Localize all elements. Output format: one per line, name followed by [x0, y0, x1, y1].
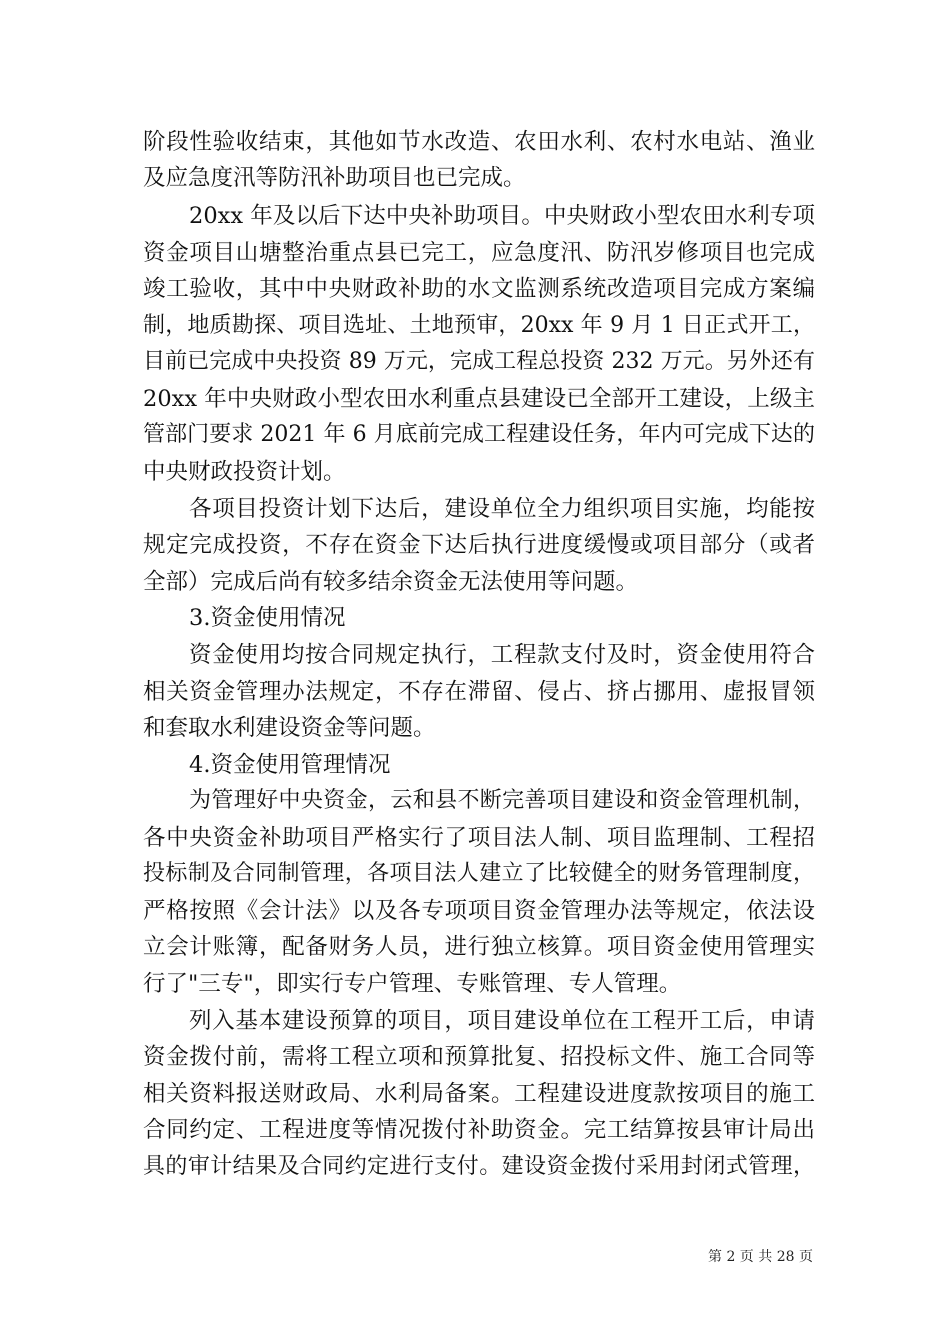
- text-line: 资金项目山塘整治重点县已完工，应急度汛、防汛岁修项目也完成: [143, 240, 815, 266]
- text-line: 列入基本建设预算的项目，项目建设单位在工程开工后，申请: [189, 1008, 815, 1034]
- text-line: 及应急度汛等防汛补助项目也已完成。: [143, 165, 526, 191]
- text-line: 竣工验收，其中中央财政补助的水文监测系统改造项目完成方案编: [143, 276, 815, 302]
- text-line: 20xx 年及以后下达中央补助项目。中央财政小型农田水利专项: [189, 203, 815, 229]
- section-heading: 4.资金使用管理情况: [189, 752, 391, 778]
- text-line: 为管理好中央资金，云和县不断完善项目建设和资金管理机制，: [189, 788, 815, 813]
- text-line: 投标制及合同制管理，各项目法人建立了比较健全的财务管理制度，: [143, 861, 815, 886]
- text-line: 20xx 年中央财政小型农田水利重点县建设已全部开工建设，上级主: [143, 386, 815, 412]
- text-line: 相关资金管理办法规定，不存在滞留、侵占、挤占挪用、虚报冒领: [143, 679, 815, 705]
- text-line: 阶段性验收结束，其他如节水改造、农田水利、农村水电站、渔业: [143, 129, 815, 155]
- text-line: 具的审计结果及合同约定进行支付。建设资金拨付采用封闭式管理，: [143, 1154, 815, 1179]
- text-line: 管部门要求 2021 年 6 月底前完成工程建设任务，年内可完成下达的: [143, 422, 815, 447]
- text-line: 资金拨付前，需将工程立项和预算批复、招投标文件、施工合同等: [143, 1044, 815, 1070]
- text-line: 严格按照《会计法》以及各专项项目资金管理办法等规定，依法设: [143, 898, 815, 924]
- page-number: 第 2 页 共 28 页: [708, 1249, 813, 1265]
- text-line: 合同约定、工程进度等情况拨付补助资金。完工结算按县审计局出: [143, 1117, 815, 1143]
- text-line: 相关资料报送财政局、水利局备案。工程建设进度款按项目的施工: [143, 1081, 815, 1107]
- text-line: 行了"三专"，即实行专户管理、专账管理、专人管理。: [143, 971, 682, 997]
- text-line: 制，地质勘探、项目选址、土地预审，20xx 年 9 月 1 日正式开工，: [143, 313, 815, 338]
- text-line: 各项目投资计划下达后，建设单位全力组织项目实施，均能按: [189, 496, 815, 522]
- text-line: 资金使用均按合同规定执行，工程款支付及时，资金使用符合: [189, 642, 815, 668]
- text-line: 目前已完成中央投资 89 万元，完成工程总投资 232 万元。另外还有: [143, 349, 815, 374]
- text-line: 立会计账簿，配备财务人员，进行独立核算。项目资金使用管理实: [143, 934, 815, 960]
- text-line: 中央财政投资计划。: [143, 459, 346, 485]
- text-line: 和套取水利建设资金等问题。: [143, 715, 436, 741]
- section-heading: 3.资金使用情况: [189, 605, 346, 631]
- text-line: 全部）完成后尚有较多结余资金无法使用等问题。: [143, 569, 639, 595]
- text-line: 各中央资金补助项目严格实行了项目法人制、项目监理制、工程招: [143, 825, 815, 851]
- text-line: 规定完成投资，不存在资金下达后执行进度缓慢或项目部分（或者: [143, 532, 815, 558]
